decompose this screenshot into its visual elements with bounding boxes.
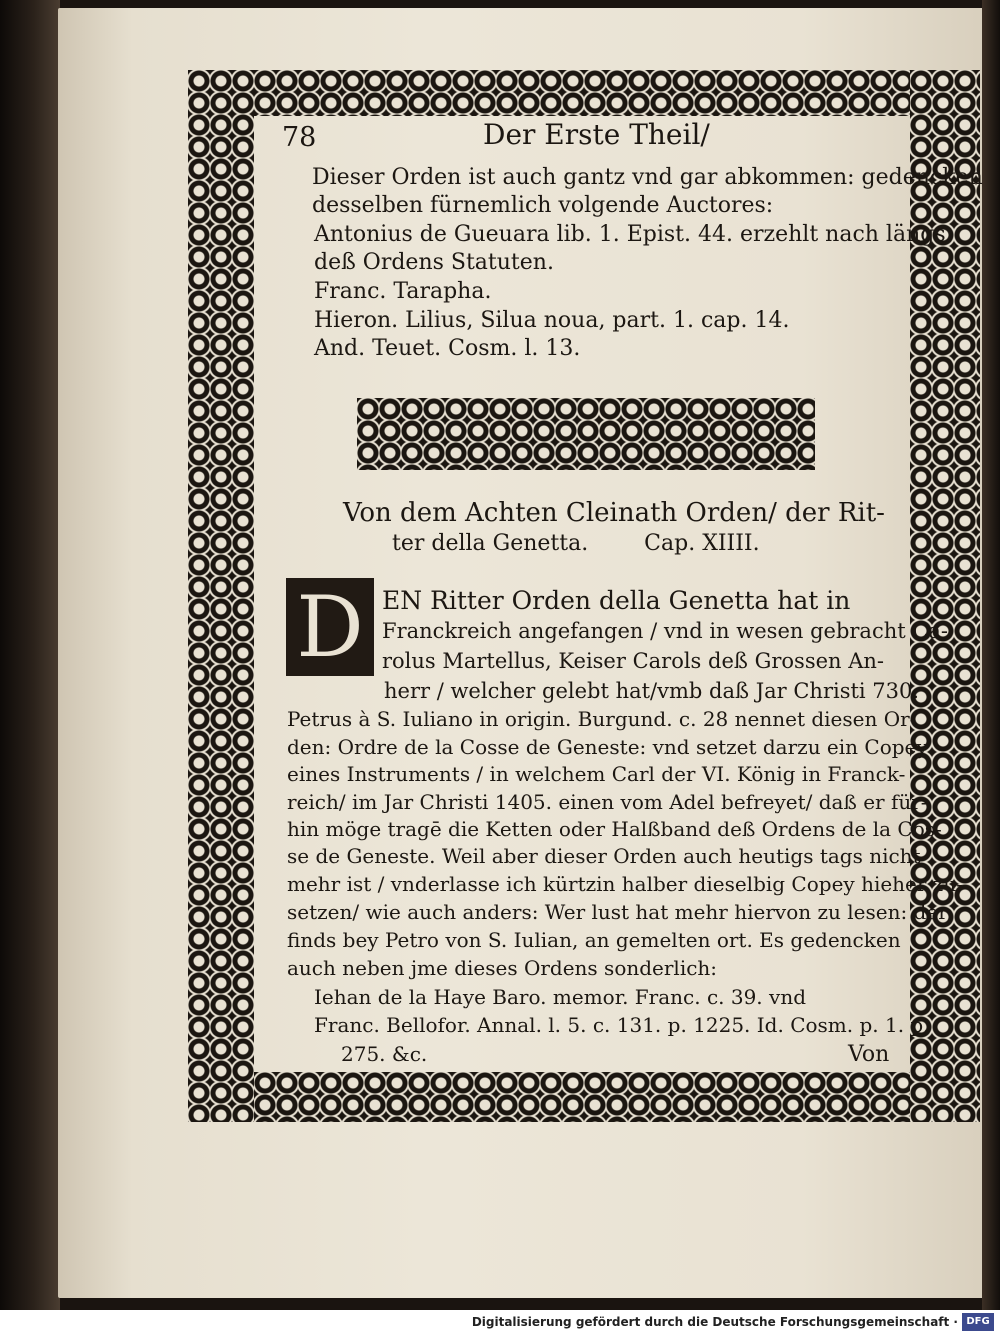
citation-line: deß Ordens Statuten. [314,250,554,275]
catchword: Von [848,1042,890,1067]
page-number: 78 [282,122,317,153]
body-line: setzen/ wie auch anders: Wer lust hat mehr hiervon zu lesen: der [287,900,948,924]
chapter-title: Von dem Achten Cleinath Orden/ der Rit- [343,498,885,528]
body-line: eines Instruments / in welchem Carl der VI. König in Franck- [287,762,906,786]
citation-line: And. Teuet. Cosm. l. 13. [314,336,581,361]
body-line: den: Ordre de la Cosse de Geneste: vnd setzet darzu ein Copey [287,735,928,759]
ornamental-border-bottom [188,1072,980,1122]
body-line: rolus Martellus, Keiser Carols deß Grossen An- [382,649,885,673]
book-spine [0,0,60,1310]
body-line: EN Ritter Orden della Genetta hat in [382,586,851,615]
intro-line: desselben fürnemlich volgende Auctores: [312,193,774,218]
ornamental-border-top [188,70,980,116]
ornamental-border-left [188,70,254,1122]
body-line: Petrus à S. Iuliano in origin. Burgund. c. 28 nennet diesen Or- [287,707,917,731]
body-line: auch neben jme dieses Ordens sonderlich: [287,956,718,980]
body-line: se de Geneste. Weil aber dieser Orden auch heutigs tags nicht [287,844,921,868]
dfg-logo: DFG [962,1313,994,1331]
citation-line: Iehan de la Haye Baro. memor. Franc. c. 39. vnd [314,985,807,1009]
body-line: finds bey Petro von S. Iulian, an gemelten ort. Es gedencken [287,928,901,952]
citation-line: Franc. Bellofor. Annal. l. 5. c. 131. p. 1225. Id. Cosm. p. 1. p. [314,1013,930,1037]
ornament-divider [357,398,815,470]
citation-line: Antonius de Gueuara lib. 1. Epist. 44. erzehlt nach längs [314,222,946,247]
body-line: herr / welcher gelebt hat/vmb daß Jar Christi 730. [384,679,920,703]
footer-credit: Digitalisierung gefördert durch die Deutsche Forschungsgemeinschaft · [471,1315,958,1329]
running-head: Der Erste Theil/ [483,118,710,151]
body-line: hin möge tragē die Ketten oder Halßband deß Ordens de la Cos- [287,817,942,841]
chapter-subtitle: ter della Genetta. Cap. XIIII. [392,531,760,556]
citation-line: Hieron. Lilius, Silua noua, part. 1. cap. 14. [314,308,790,333]
drop-cap-initial: D [286,578,374,676]
citation-line: 275. &c. [341,1042,428,1066]
page-edge-shadow [982,0,1000,1310]
intro-line: Dieser Orden ist auch gantz vnd gar abkommen: gedencken [312,165,983,190]
body-line: reich/ im Jar Christi 1405. einen vom Adel befreyet/ daß er für- [287,790,928,814]
body-line: Franckreich angefangen / vnd in wesen gebracht Ca- [382,619,949,643]
body-line: mehr ist / vnderlasse ich kürtzin halber dieselbig Copey hieher zu- [287,872,963,896]
citation-line: Franc. Tarapha. [314,279,492,304]
